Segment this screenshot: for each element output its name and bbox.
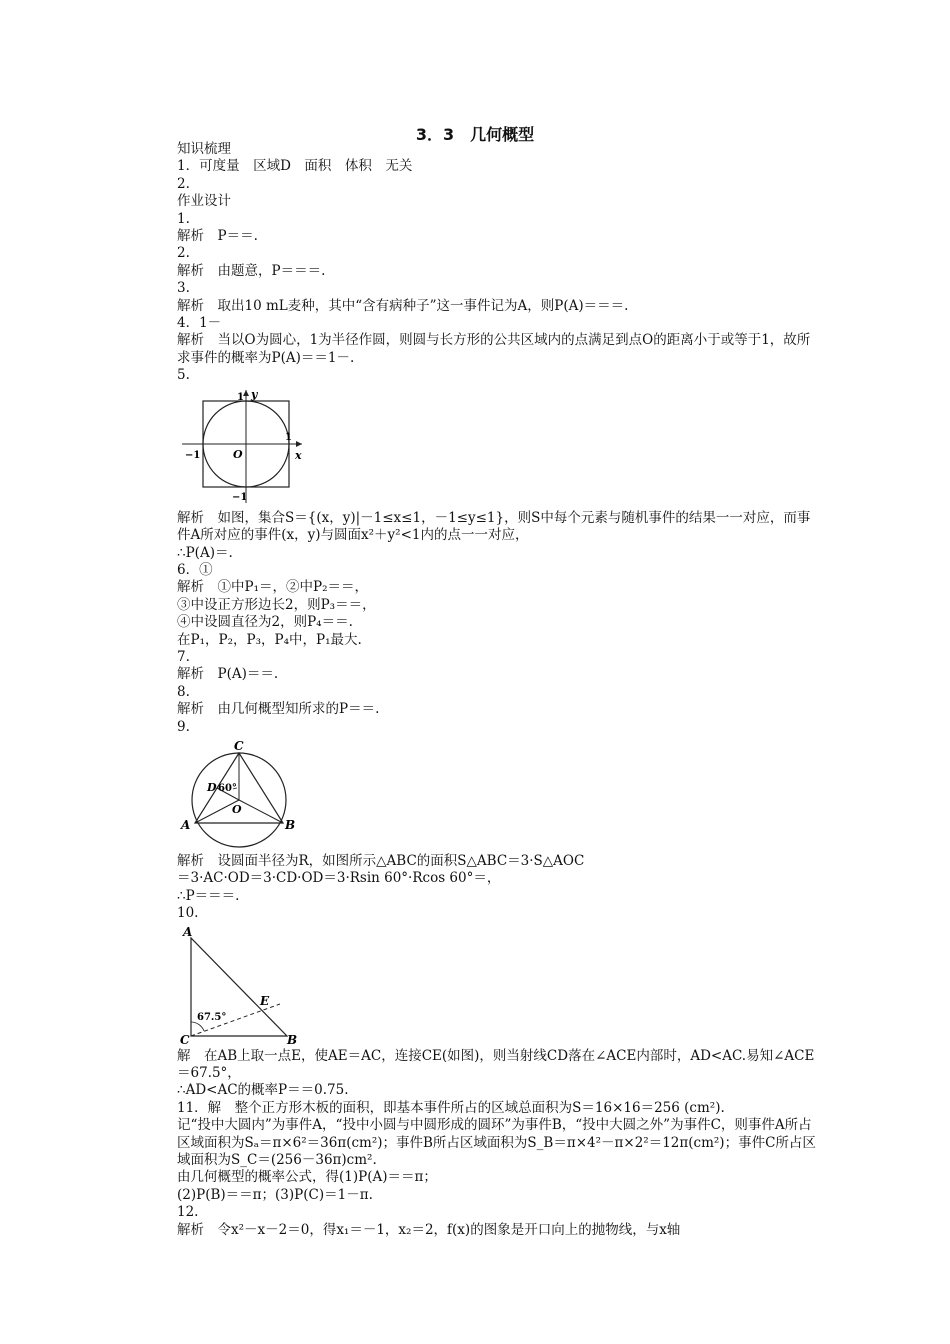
text-line: 9. [177,718,190,735]
fig9-label-b: B [285,817,296,832]
fig9-angle: 60° [218,782,237,794]
fig5-right-tick: 1 [285,431,292,443]
text-line: 2. [177,245,190,262]
text-line: 12. [177,1204,199,1221]
text-line: 解 在AB上取一点E，使AE＝AC，连接CE(如图)，则当射线CD落在∠ACE内部时，AD<AC.易知∠ACE＝67.5°， [177,1047,815,1081]
text-line: 2. [177,175,190,192]
text-line: 解析 令x²－x－2＝0，得x₁＝－1，x₂＝2，f(x)的图象是开口向上的抛物线，与x轴 [177,1221,681,1238]
document-body [177,141,817,1239]
text-line: 作业设计 [177,193,231,210]
text-line: 解析 P(A)＝＝. [177,666,279,683]
fig9-label-o: O [232,802,242,816]
text-line: ∴P(A)＝. [177,544,233,561]
text-line: ④中设圆直径为2，则P₄＝＝. [177,614,353,631]
text-line: 在P₁，P₂，P₃，P₄中，P₁最大. [177,631,362,648]
text-line: 11．解 整个正方形木板的面积，即基本事件所占的区域总面积为S＝16×16＝256 (cm²). [177,1099,725,1116]
text-line: 5. [177,367,190,384]
text-line: 4．1－ [177,315,222,332]
fig9-label-c: C [234,738,244,753]
fig9-label-a: A [181,817,191,832]
figure-5-circle-in-square [177,388,307,508]
text-line: 1．可度量 区域D 面积 体积 无关 [177,158,413,175]
fig9-label-d: D [207,780,217,794]
page-title: 3．3 几何概型 [415,125,535,144]
text-line: 解析 设圆面半径为R，如图所示△ABC的面积S△ABC＝3·S△AOC [177,852,585,869]
text-line: 记“投中大圆内”为事件A，“投中小圆与中圆形成的圆环”为事件B，“投中大圆之外”为事件C，则事件A所占区域面积为Sₐ＝π×6²＝36π(cm²)；事件B所占区域面积为S_B＝π×4²－π×2²＝12π(cm²)；事件C所占区域面积为S_C＝(256－36π)cm². [177,1117,816,1169]
text-line: ∴P＝＝＝. [177,887,240,904]
text-line: 10. [177,905,199,922]
text-line: (2)P(B)＝＝π；(3)P(C)＝1－π. [177,1186,373,1203]
text-line: ＝3·AC·OD＝3·CD·OD＝3·Rsin 60°·Rcos 60°＝， [177,870,501,887]
text-line: 解析 取出10 mL麦种，其中“含有病种子”这一事件记为A，则P(A)＝＝＝. [177,297,629,314]
text-line: 解析 ①中P₁＝，②中P₂＝＝， [177,579,368,596]
fig10-label-b: B [287,1032,298,1046]
figure-10-right-triangle [177,926,307,1046]
text-line: 6．① [177,561,213,578]
text-line: 7. [177,648,190,665]
text-line: 由几何概型的概率公式，得(1)P(A)＝＝π； [177,1169,437,1186]
fig10-label-e: E [260,993,270,1008]
fig10-label-c: C [180,1032,190,1046]
fig10-label-a: A [183,925,193,939]
fig5-origin: O [233,447,243,461]
answers-block-3 [177,853,817,923]
answers-block-1 [177,141,817,385]
text-line: 1. [177,210,190,227]
text-line: ③中设正方形边长2，则P₃＝＝， [177,596,376,613]
fig5-y-label: y [251,387,258,401]
text-line: 3. [177,280,190,297]
text-line: 知识梳理 [177,141,231,157]
text-line: 解析 当以O为圆心，1为半径作圆，则圆与长方形的公共区域内的点满足到点O的距离小于或等于1，故所求事件的概率为P(A)＝＝1－. [177,332,811,366]
fig5-left-tick: −1 [185,449,201,461]
fig5-top-tick: 1 [237,391,244,403]
text-line: 解析 由几何概型知所求的P＝＝. [177,701,380,718]
answers-block-2 [177,510,817,736]
answers-block-4 [177,1048,817,1239]
text-line: 8. [177,683,190,700]
text-line: 解析 由题意，P＝＝＝. [177,262,326,279]
text-line: 解析 P＝＝. [177,228,258,245]
fig10-angle: 67.5° [197,1011,227,1023]
text-line: ∴AD<AC的概率P＝＝0.75. [177,1082,349,1099]
fig5-bottom-tick: −1 [232,491,248,503]
figure-9-inscribed-triangle [177,739,307,851]
text-line: 解析 如图，集合S＝{(x，y)|－1≤x≤1，－1≤y≤1}，则S中每个元素与随机事件的结果一一对应，而事件A所对应的事件(x，y)与圆面x²＋y²<1内的点一一对应， [177,509,811,544]
fig5-x-label: x [295,448,302,462]
